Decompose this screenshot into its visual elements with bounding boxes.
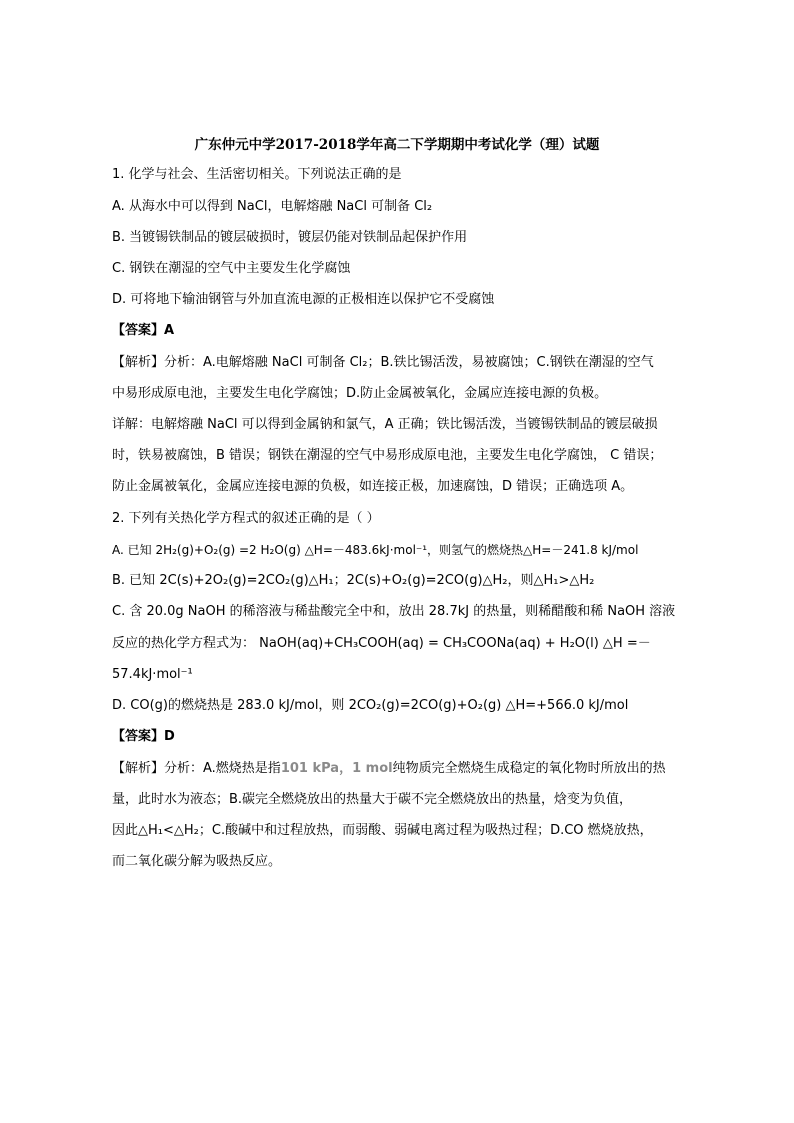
q2-option-c-line-3: 57.4kJ·mol⁻¹: [112, 667, 193, 682]
q2-option-c-line-1: C. 含 20.0g NaOH 的稀溶液与稀盐酸完全中和，放出 28.7kJ 的热量，则稀醋酸和稀 NaOH 溶液: [112, 604, 676, 619]
q1-analysis-line-1: 【解析】分析：A.电解熔融 NaCl 可制备 Cl₂；B.铁比锡活泼，易被腐蚀；C.钢铁在潮湿的空气: [112, 355, 654, 370]
q2-analysis-line-2: 量，此时水为液态；B.碳完全燃烧放出的热量大于碳不完全燃烧放出的热量，焓变为负值，: [112, 792, 633, 807]
q1-option-d: D. 可将地下输油钢管与外加直流电源的正极相连以保护它不受腐蚀: [112, 292, 495, 307]
q2-option-b: B. 已知 2C(s)+2O₂(g)=2CO₂(g)△H₁；2C(s)+O₂(g)=2CO(g)△H₂，则△H₁>△H₂: [112, 573, 595, 588]
q2-analysis-text-cont: 纯物质完全燃烧生成稳定的氧化物时所放出的热: [392, 761, 666, 776]
q2-option-a: A. 已知 2H₂(g)+O₂(g) =2 H₂O(g) △H=－483.6kJ·mol⁻¹，则氢气的燃烧热△H=－241.8 kJ/mol: [112, 543, 639, 557]
q1-answer: 【答案】A: [112, 323, 175, 338]
q2-analysis-condition: 101 kPa，1 mol: [280, 761, 393, 776]
q1-option-c: C. 钢铁在潮湿的空气中主要发生化学腐蚀: [112, 261, 351, 276]
q1-option-b: B. 当镀锡铁制品的镀层破损时，镀层仍能对铁制品起保护作用: [112, 230, 468, 245]
q2-analysis-line-1: [112, 760, 666, 778]
q2-analysis-text: 【解析】分析：A.燃烧热是指: [112, 761, 281, 776]
q2-stem: 2. 下列有关热化学方程式的叙述正确的是（ ）: [112, 511, 380, 526]
q2-analysis-line-3: 因此△H₁<△H₂；C.酸碱中和过程放热，而弱酸、弱碱电离过程为吸热过程；D.CO 燃烧放热，: [112, 823, 653, 838]
q1-option-a: A. 从海水中可以得到 NaCl，电解熔融 NaCl 可制备 Cl₂: [112, 199, 433, 214]
q2-answer: 【答案】D: [112, 729, 175, 744]
q1-detail-line-3: 防止金属被氧化，金属应连接电源的负极，如连接正极，加速腐蚀，D 错误；正确选项 A。: [112, 479, 634, 494]
q1-detail-line-1: 详解：电解熔融 NaCl 可以得到金属钠和氯气，A 正确；铁比锡活泼，当镀锡铁制品的镀层破损: [112, 417, 658, 432]
q2-option-c-line-2: 反应的热化学方程式为： NaOH(aq)+CH₃COOH(aq) = CH₃COONa(aq) + H₂O(l) △H =－: [112, 636, 651, 651]
page-title: 广东仲元中学2017-2018学年高二下学期期中考试化学（理）试题: [194, 137, 600, 153]
q1-detail-line-2: 时，铁易被腐蚀，B 错误；钢铁在潮湿的空气中易形成原电池，主要发生电化学腐蚀， C 错误；: [112, 448, 663, 463]
q2-analysis-line-4: 而二氧化碳分解为吸热反应。: [112, 854, 282, 869]
q1-analysis-line-2: 中易形成原电池，主要发生电化学腐蚀；D.防止金属被氧化，金属应连接电源的负极。: [112, 386, 608, 401]
q2-option-d: D. CO(g)的燃烧热是 283.0 kJ/mol，则 2CO₂(g)=2CO(g)+O₂(g) △H=+566.0 kJ/mol: [112, 698, 629, 713]
q1-stem: 1. 化学与社会、生活密切相关。下列说法正确的是: [112, 167, 402, 182]
